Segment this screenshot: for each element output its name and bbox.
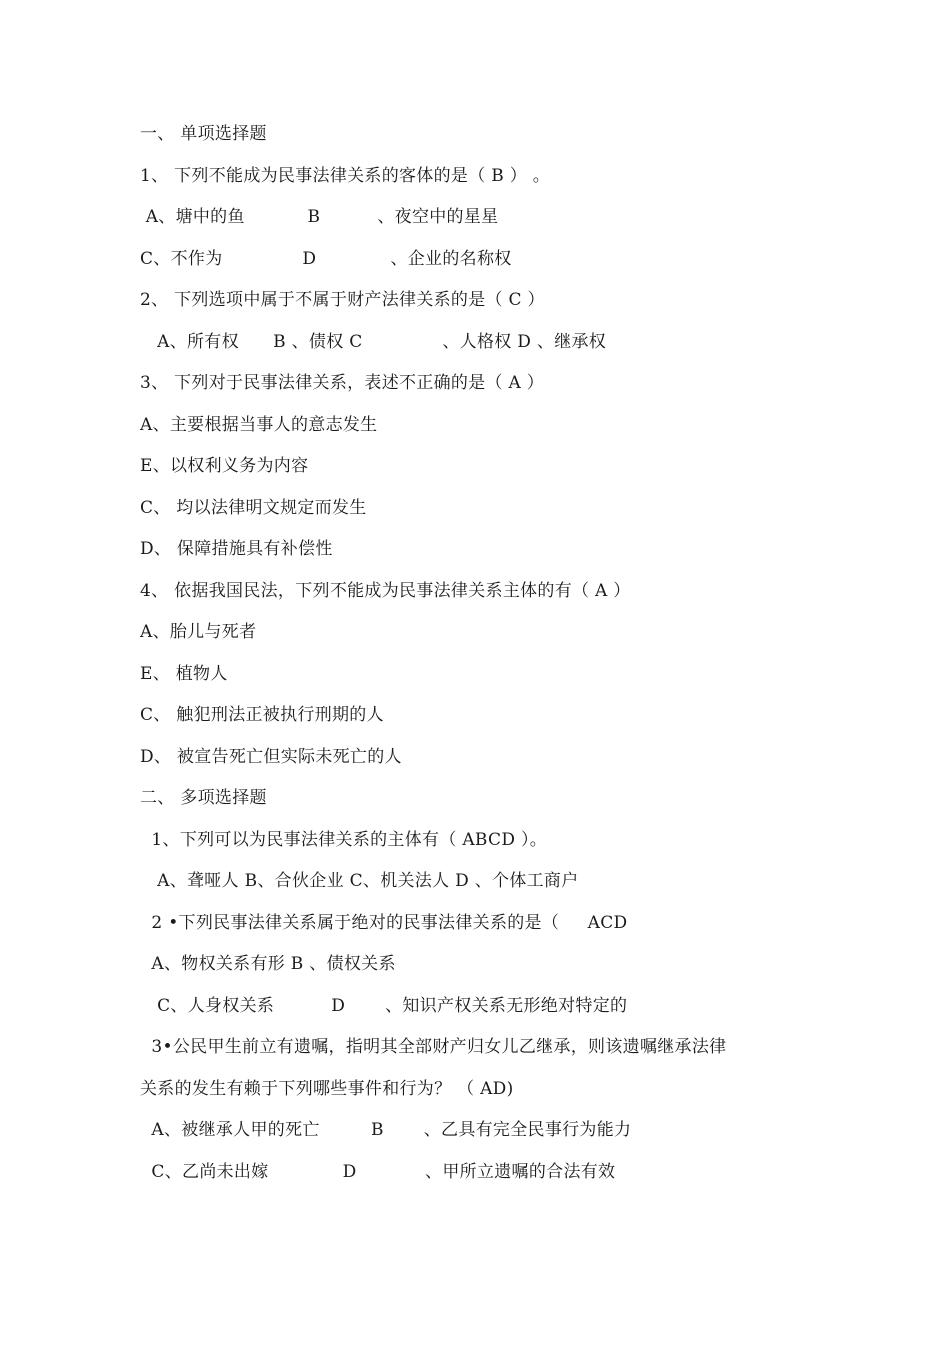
- question-1-options-ab: A、塘中的鱼 B 、夜空中的星星: [140, 207, 499, 227]
- question-3-option-b: E、以权利义务为内容: [140, 456, 309, 476]
- question-3-stem: 3、 下列对于民事法律关系，表述不正确的是（ A ）: [140, 373, 545, 393]
- question-4-stem: 4、 依据我国民法，下列不能成为民事法律关系主体的有（ A ）: [140, 581, 631, 601]
- section-heading-multiple-choice: 二、 多项选择题: [140, 788, 267, 808]
- question-4-option-c: C、 触犯刑法正被执行刑期的人: [140, 705, 384, 725]
- multi-question-2-stem: 2 •下列民事法律关系属于绝对的民事法律关系的是（ ACD: [140, 913, 628, 933]
- multi-question-3-stem-line-1: 3•公民甲生前立有遗嘱，指明其全部财产归女儿乙继承，则该遗嘱继承法律: [140, 1037, 727, 1057]
- multi-question-3-options-ab: A、被继承人甲的死亡 B 、乙具有完全民事行为能力: [140, 1120, 632, 1140]
- question-2-stem: 2、 下列选项中属于不属于财产法律关系的是（ C ）: [140, 290, 545, 310]
- question-2-options: A、所有权 B 、债权 C 、人格权 D 、继承权: [140, 332, 607, 352]
- question-4-option-a: A、胎儿与死者: [140, 622, 257, 642]
- multi-question-3-options-cd: C、乙尚未出嫁 D 、甲所立遗嘱的合法有效: [140, 1162, 616, 1182]
- multi-question-1-stem: 1、下列可以为民事法律关系的主体有（ ABCD ）。: [140, 830, 548, 850]
- question-1-options-cd: C、不作为 D 、企业的名称权: [140, 249, 512, 269]
- question-1-stem: 1、 下列不能成为民事法律关系的客体的是（ B ） 。: [140, 166, 551, 186]
- question-4-option-d: D、 被宣告死亡但实际未死亡的人: [140, 747, 402, 767]
- question-3-option-c: C、 均以法律明文规定而发生: [140, 498, 367, 518]
- question-4-option-b: E、 植物人: [140, 664, 228, 684]
- question-3-option-d: D、 保障措施具有补偿性: [140, 539, 333, 559]
- multi-question-2-options-ab: A、物权关系有形 B 、债权关系: [140, 954, 396, 974]
- multi-question-1-options: A、聋哑人 B、合伙企业 C、机关法人 D 、个体工商户: [140, 871, 579, 891]
- question-3-option-a: A、主要根据当事人的意志发生: [140, 415, 378, 435]
- multi-question-2-options-cd: C、人身权关系 D 、知识产权关系无形绝对特定的: [140, 996, 628, 1016]
- section-heading-single-choice: 一、 单项选择题: [140, 124, 267, 144]
- multi-question-3-stem-line-2: 关系的发生有赖于下列哪些事件和行为？ （ AD): [140, 1079, 514, 1099]
